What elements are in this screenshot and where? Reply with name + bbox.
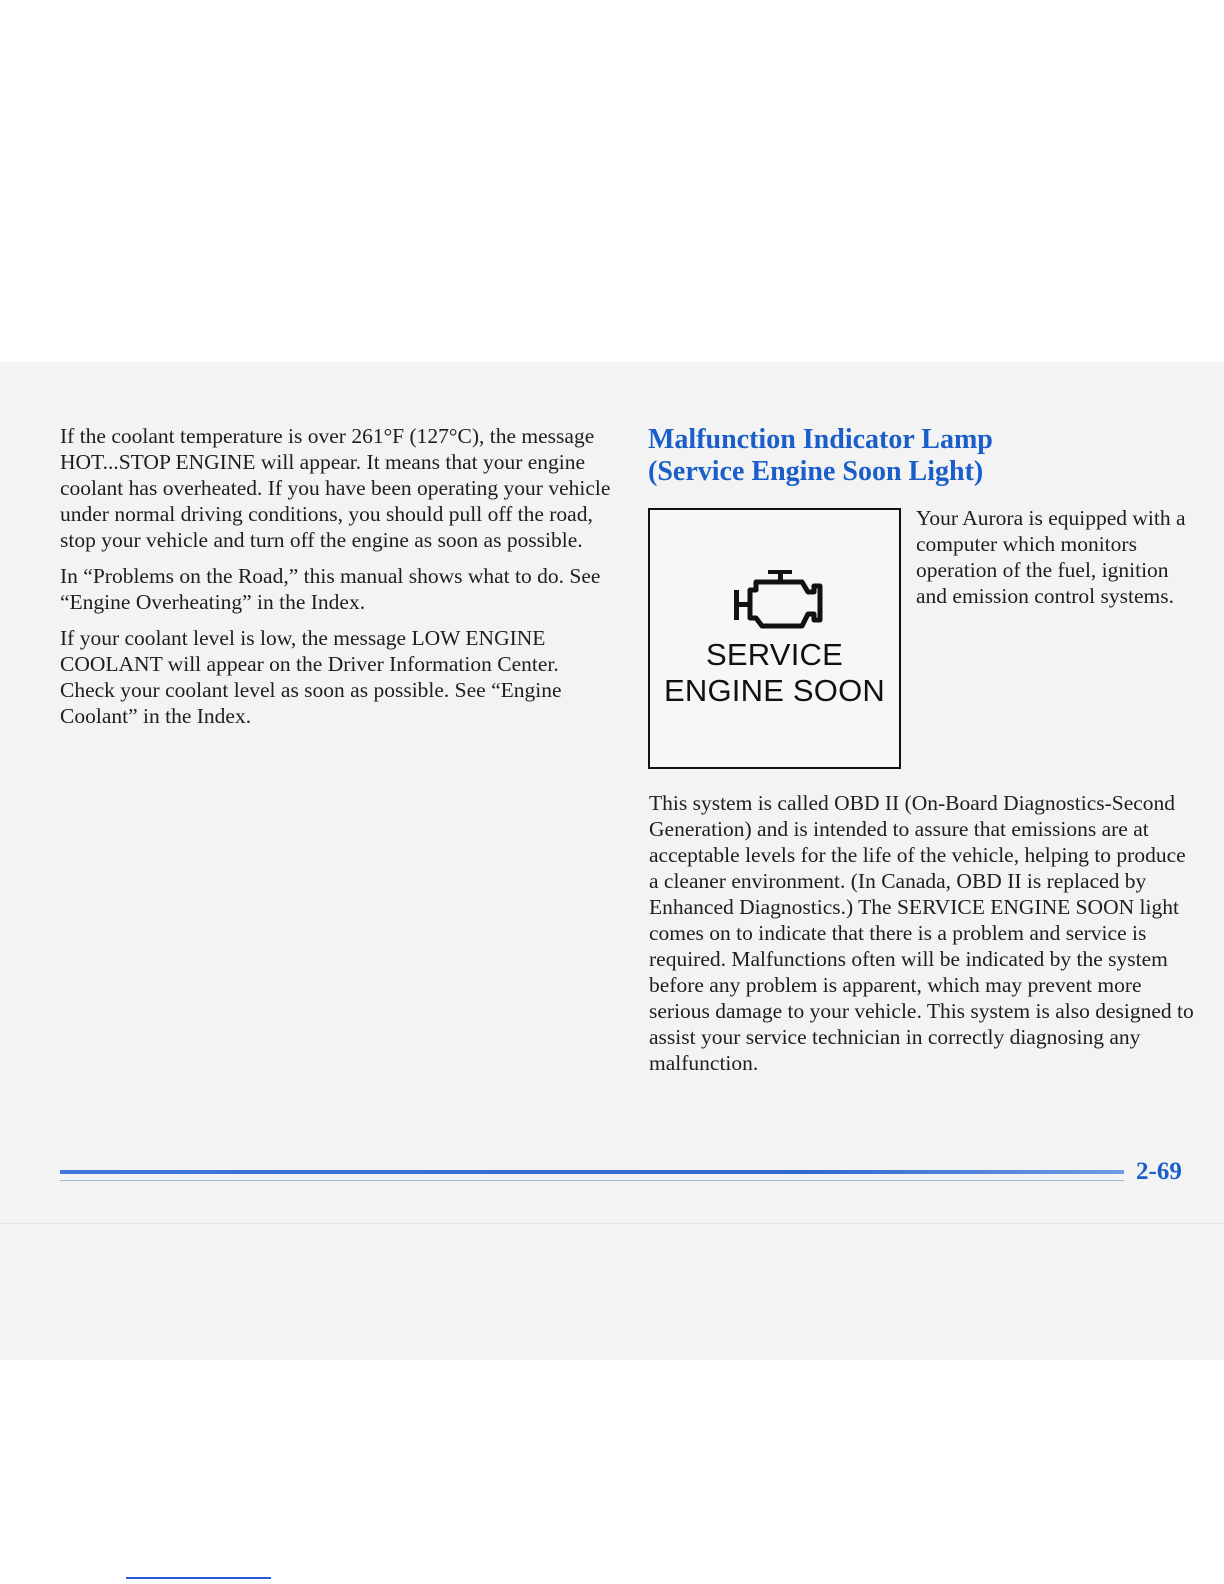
footer-rule-thin — [60, 1180, 1124, 1181]
lamp-label-line-1: SERVICE — [706, 637, 843, 672]
aurora-computer-text: Your Aurora is equipped with a computer which monitors operation of the fuel, ignition and emission control systems. — [916, 506, 1186, 608]
heading-line-2: (Service Engine Soon Light) — [648, 456, 984, 487]
service-engine-soon-lamp — [648, 508, 901, 769]
engine-icon — [728, 568, 828, 630]
footer-rule — [60, 1170, 1124, 1174]
page-number: 2-69 — [1136, 1158, 1182, 1185]
left-column — [60, 423, 612, 739]
section-heading — [648, 424, 1188, 488]
bottom-link-underline[interactable] — [126, 1577, 271, 1579]
obd-description: This system is called OBD II (On-Board Diagnostics-Second Generation) and is intended to assure that emissions are at acceptable levels for the life of the vehicle, helping to produce a cleaner environment. (In Canada, OBD II is replaced by Enhanced Diagnostics.) The SERVICE ENGINE SOON light comes on to indicate that there is a problem and service is required. Malfunctions often will be indicated by the system before any problem is apparent, which may prevent more serious damage to your vehicle. This system is also designed to assist your service technician in correctly diagnosing any malfunction. — [649, 791, 1194, 1075]
paragraph-coolant-temperature: If the coolant temperature is over 261°F (127°C), the message HOT...STOP ENGINE will appear. It means that your engine coolant has overheated. If you have been operating your vehicle under normal driving conditions, you should pull off the road, stop your vehicle and turn off the engine as soon as possible. — [60, 424, 611, 552]
paragraph-low-coolant: If your coolant level is low, the message LOW ENGINE COOLANT will appear on the Driver Information Center. Check your coolant level as soon as possible. See “Engine Coolant” in the Index. — [60, 626, 562, 728]
heading-line-1: Malfunction Indicator Lamp — [648, 424, 993, 455]
content-divider — [0, 1223, 1224, 1224]
paragraph-problems-on-road: In “Problems on the Road,” this manual shows what to do. See “Engine Overheating” in the Index. — [60, 564, 601, 614]
lamp-label-line-2: ENGINE SOON — [664, 673, 885, 708]
lamp-label — [650, 637, 899, 709]
